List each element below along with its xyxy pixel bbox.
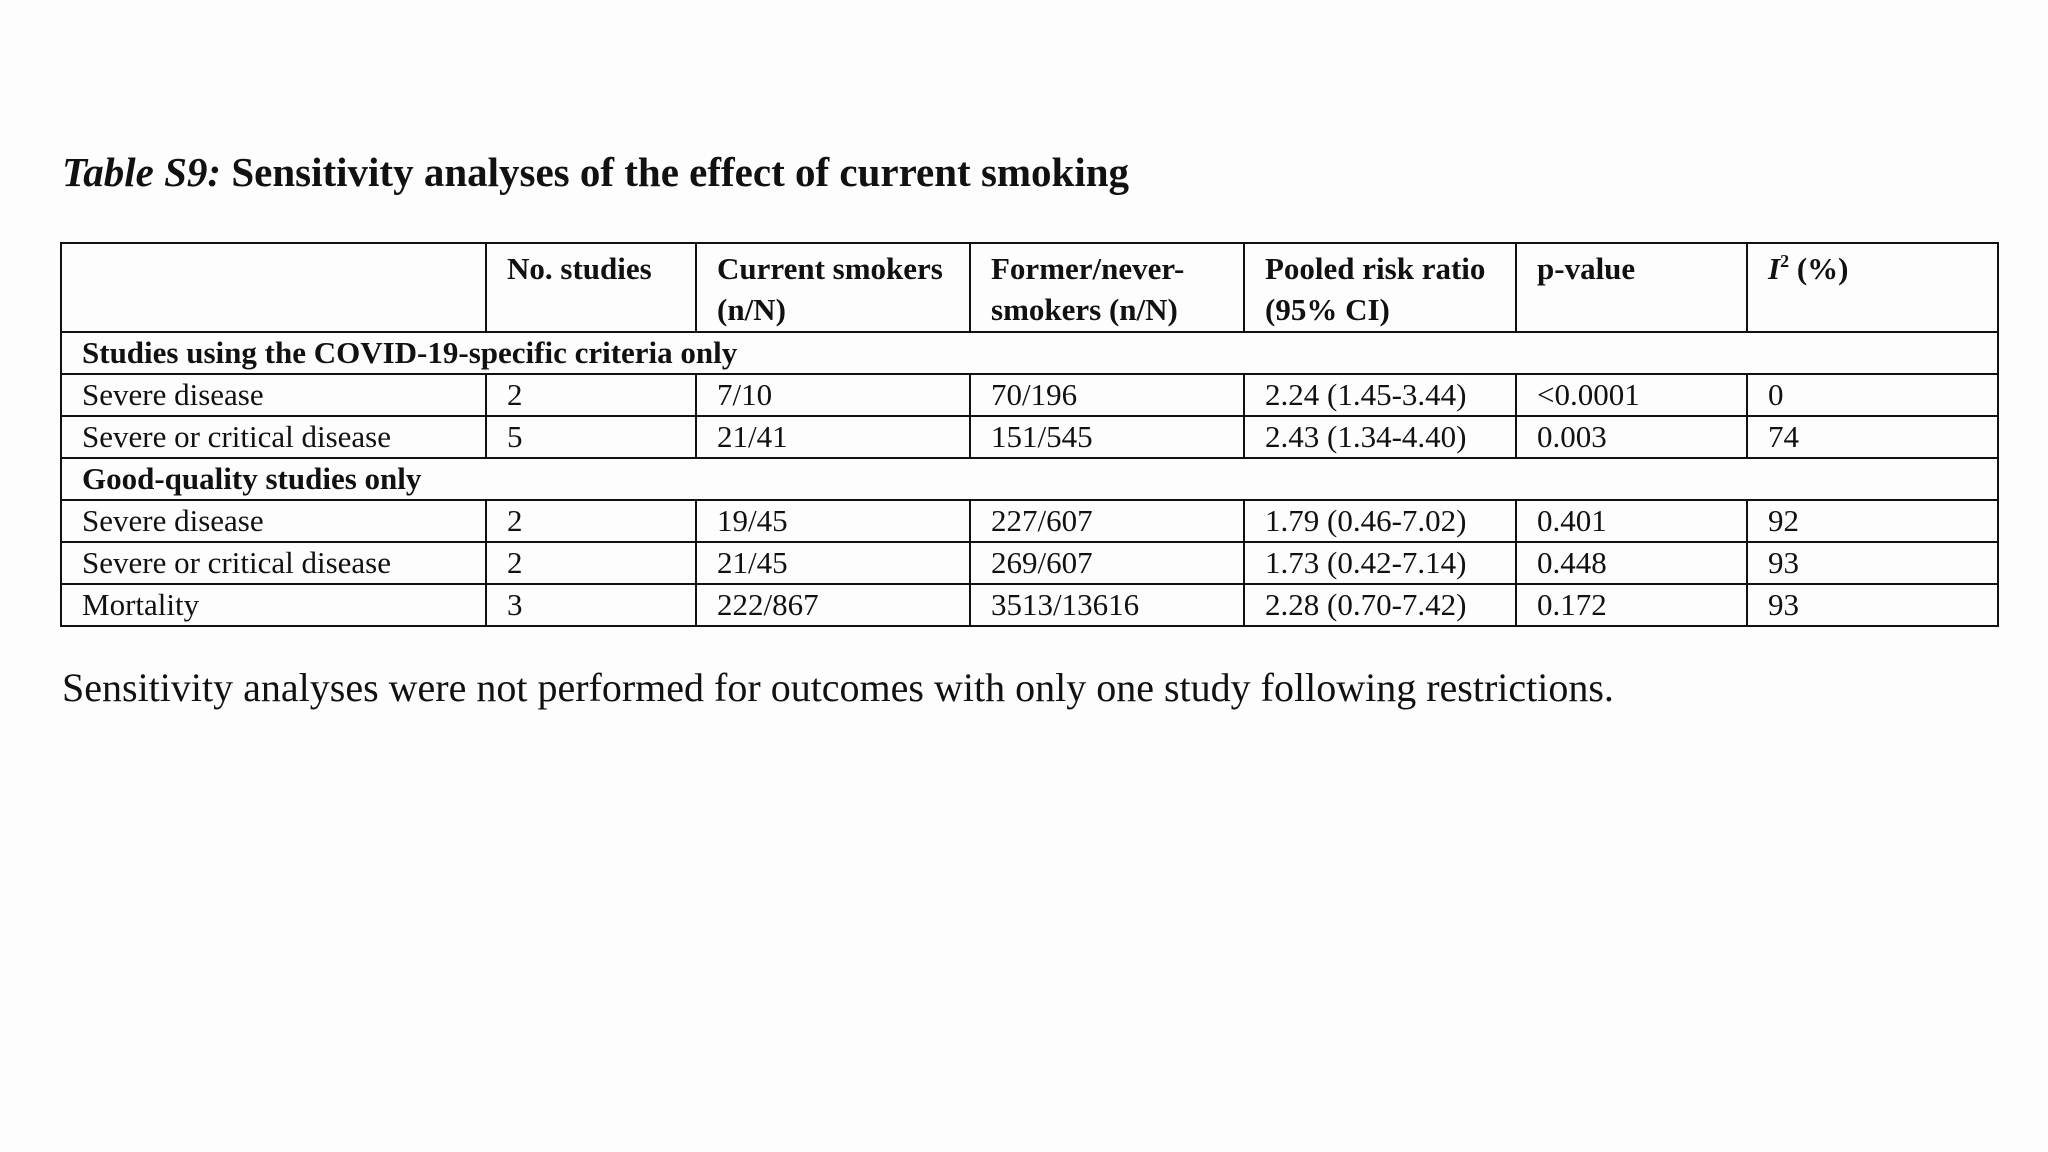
cell-outcome: Mortality [61, 584, 486, 626]
cell-p-value: <0.0001 [1516, 374, 1747, 416]
i-squared-suffix: (%) [1789, 251, 1849, 286]
table-row [61, 416, 1998, 458]
header-i-squared [1747, 243, 1998, 332]
i-squared-superscript: 2 [1780, 251, 1790, 271]
cell-i-squared: 0 [1747, 374, 1998, 416]
cell-former-never-smokers: 70/196 [970, 374, 1244, 416]
cell-no-studies: 3 [486, 584, 696, 626]
table-title [62, 149, 1130, 195]
header-no-studies: No. studies [486, 243, 696, 332]
cell-no-studies: 2 [486, 542, 696, 584]
header-current-smokers: Current smokers (n/N) [696, 243, 970, 332]
cell-former-never-smokers: 151/545 [970, 416, 1244, 458]
cell-former-never-smokers: 269/607 [970, 542, 1244, 584]
cell-former-never-smokers: 227/607 [970, 500, 1244, 542]
section-row [61, 332, 1998, 374]
section-row [61, 458, 1998, 500]
cell-pooled-risk-ratio: 1.79 (0.46-7.02) [1244, 500, 1516, 542]
cell-i-squared: 74 [1747, 416, 1998, 458]
cell-pooled-risk-ratio: 1.73 (0.42-7.14) [1244, 542, 1516, 584]
cell-p-value: 0.172 [1516, 584, 1747, 626]
cell-current-smokers: 222/867 [696, 584, 970, 626]
cell-no-studies: 5 [486, 416, 696, 458]
table-row [61, 584, 1998, 626]
table-footnote: Sensitivity analyses were not performed for outcomes with only one study following restrictions. [62, 665, 1614, 710]
table-caption: Sensitivity analyses of the effect of current smoking [231, 149, 1130, 195]
cell-i-squared: 93 [1747, 584, 1998, 626]
header-p-value: p-value [1516, 243, 1747, 332]
cell-p-value: 0.003 [1516, 416, 1747, 458]
cell-outcome: Severe or critical disease [61, 416, 486, 458]
table-row [61, 542, 1998, 584]
cell-outcome: Severe disease [61, 374, 486, 416]
section-heading-covid-criteria: Studies using the COVID-19-specific criteria only [61, 332, 1998, 374]
cell-former-never-smokers: 3513/13616 [970, 584, 1244, 626]
i-squared-symbol: I [1768, 251, 1781, 286]
cell-i-squared: 93 [1747, 542, 1998, 584]
cell-outcome: Severe or critical disease [61, 542, 486, 584]
cell-current-smokers: 21/41 [696, 416, 970, 458]
cell-no-studies: 2 [486, 374, 696, 416]
cell-pooled-risk-ratio: 2.43 (1.34-4.40) [1244, 416, 1516, 458]
header-former-never-smokers: Former/never-smokers (n/N) [970, 243, 1244, 332]
cell-current-smokers: 21/45 [696, 542, 970, 584]
cell-outcome: Severe disease [61, 500, 486, 542]
sensitivity-table [60, 242, 1999, 627]
cell-p-value: 0.401 [1516, 500, 1747, 542]
section-heading-good-quality: Good-quality studies only [61, 458, 1998, 500]
cell-current-smokers: 7/10 [696, 374, 970, 416]
cell-current-smokers: 19/45 [696, 500, 970, 542]
cell-i-squared: 92 [1747, 500, 1998, 542]
table-label: Table S9: [62, 149, 222, 195]
table-row [61, 374, 1998, 416]
header-outcome [61, 243, 486, 332]
table-row [61, 500, 1998, 542]
header-pooled-risk-ratio: Pooled risk ratio (95% CI) [1244, 243, 1516, 332]
header-row [61, 243, 1998, 332]
cell-pooled-risk-ratio: 2.28 (0.70-7.42) [1244, 584, 1516, 626]
cell-p-value: 0.448 [1516, 542, 1747, 584]
cell-no-studies: 2 [486, 500, 696, 542]
cell-pooled-risk-ratio: 2.24 (1.45-3.44) [1244, 374, 1516, 416]
